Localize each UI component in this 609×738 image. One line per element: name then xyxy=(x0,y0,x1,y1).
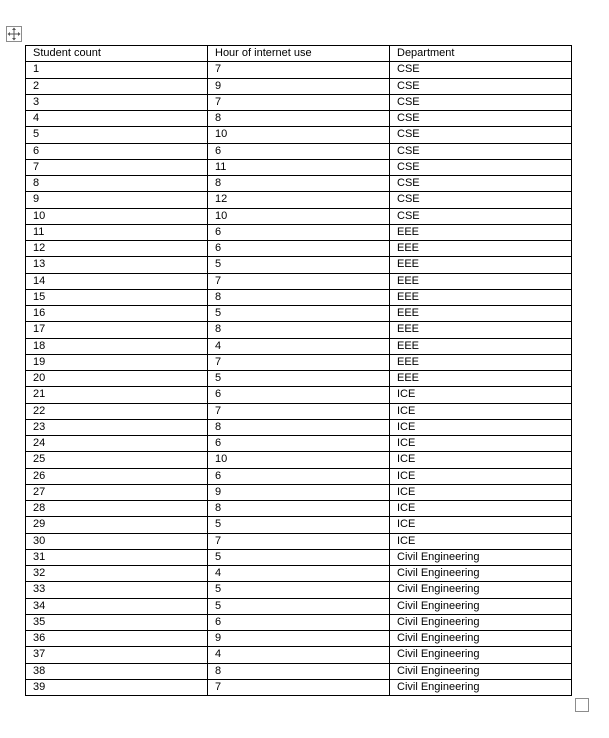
cell-department[interactable]: EEE xyxy=(390,273,572,289)
cell-hour-of-internet-use[interactable]: 6 xyxy=(208,224,390,240)
cell-department[interactable]: ICE xyxy=(390,452,572,468)
cell-department[interactable]: ICE xyxy=(390,387,572,403)
cell-student-count[interactable]: 37 xyxy=(26,647,208,663)
cell-department[interactable]: Civil Engineering xyxy=(390,614,572,630)
table-row xyxy=(26,484,572,500)
cell-hour-of-internet-use[interactable]: 6 xyxy=(208,143,390,159)
cell-hour-of-internet-use[interactable]: 7 xyxy=(208,533,390,549)
table-row xyxy=(26,566,572,582)
cell-hour-of-internet-use[interactable]: 7 xyxy=(208,62,390,78)
cell-department[interactable]: ICE xyxy=(390,403,572,419)
cell-department[interactable]: EEE xyxy=(390,322,572,338)
cell-hour-of-internet-use[interactable]: 8 xyxy=(208,419,390,435)
table-resize-handle[interactable] xyxy=(575,698,589,712)
cell-department[interactable]: CSE xyxy=(390,208,572,224)
cell-student-count[interactable]: 35 xyxy=(26,614,208,630)
cell-hour-of-internet-use[interactable]: 5 xyxy=(208,371,390,387)
cell-hour-of-internet-use[interactable]: 4 xyxy=(208,566,390,582)
cell-department[interactable]: ICE xyxy=(390,501,572,517)
cell-hour-of-internet-use[interactable]: 7 xyxy=(208,354,390,370)
cell-hour-of-internet-use[interactable]: 7 xyxy=(208,403,390,419)
cell-student-count[interactable]: 11 xyxy=(26,224,208,240)
cell-hour-of-internet-use[interactable]: 5 xyxy=(208,306,390,322)
table-row xyxy=(26,322,572,338)
cell-student-count[interactable]: 28 xyxy=(26,501,208,517)
cell-department[interactable]: ICE xyxy=(390,468,572,484)
cell-student-count[interactable]: 27 xyxy=(26,484,208,500)
table-row xyxy=(26,111,572,127)
table-row xyxy=(26,78,572,94)
table-body xyxy=(26,62,572,696)
cell-hour-of-internet-use[interactable]: 6 xyxy=(208,387,390,403)
table-row xyxy=(26,517,572,533)
cell-department[interactable]: EEE xyxy=(390,306,572,322)
cell-hour-of-internet-use[interactable]: 4 xyxy=(208,338,390,354)
cell-department[interactable]: Civil Engineering xyxy=(390,566,572,582)
table-row xyxy=(26,176,572,192)
cell-hour-of-internet-use[interactable]: 8 xyxy=(208,289,390,305)
cell-student-count[interactable]: 3 xyxy=(26,94,208,110)
table-row xyxy=(26,647,572,663)
table-row xyxy=(26,354,572,370)
cell-hour-of-internet-use[interactable]: 8 xyxy=(208,663,390,679)
cell-department[interactable]: EEE xyxy=(390,371,572,387)
table-row xyxy=(26,549,572,565)
table-row xyxy=(26,582,572,598)
table-row xyxy=(26,436,572,452)
header-hour-of-internet-use[interactable]: Hour of internet use xyxy=(208,46,390,62)
table-row xyxy=(26,241,572,257)
cell-department[interactable]: CSE xyxy=(390,176,572,192)
cell-department[interactable]: CSE xyxy=(390,159,572,175)
cell-department[interactable]: ICE xyxy=(390,484,572,500)
table-row xyxy=(26,419,572,435)
cell-student-count[interactable]: 39 xyxy=(26,679,208,695)
table-row xyxy=(26,224,572,240)
cell-student-count[interactable]: 2 xyxy=(26,78,208,94)
cell-hour-of-internet-use[interactable]: 6 xyxy=(208,241,390,257)
table-row xyxy=(26,371,572,387)
cell-hour-of-internet-use[interactable]: 7 xyxy=(208,679,390,695)
table-row xyxy=(26,62,572,78)
cell-student-count[interactable]: 14 xyxy=(26,273,208,289)
cell-department[interactable]: EEE xyxy=(390,338,572,354)
cell-hour-of-internet-use[interactable]: 8 xyxy=(208,501,390,517)
cell-department[interactable]: Civil Engineering xyxy=(390,549,572,565)
cell-hour-of-internet-use[interactable]: 10 xyxy=(208,127,390,143)
cell-student-count[interactable]: 5 xyxy=(26,127,208,143)
table-header-row xyxy=(26,46,572,62)
cell-department[interactable]: Civil Engineering xyxy=(390,679,572,695)
table-row xyxy=(26,338,572,354)
header-department[interactable]: Department xyxy=(390,46,572,62)
cell-student-count[interactable]: 8 xyxy=(26,176,208,192)
cell-hour-of-internet-use[interactable]: 11 xyxy=(208,159,390,175)
cell-hour-of-internet-use[interactable]: 12 xyxy=(208,192,390,208)
cell-department[interactable]: ICE xyxy=(390,533,572,549)
cell-student-count[interactable]: 24 xyxy=(26,436,208,452)
cell-hour-of-internet-use[interactable]: 5 xyxy=(208,582,390,598)
cell-student-count[interactable]: 23 xyxy=(26,419,208,435)
header-student-count[interactable]: Student count xyxy=(26,46,208,62)
cell-hour-of-internet-use[interactable]: 5 xyxy=(208,598,390,614)
cell-student-count[interactable]: 25 xyxy=(26,452,208,468)
cell-student-count[interactable]: 9 xyxy=(26,192,208,208)
cell-department[interactable]: ICE xyxy=(390,517,572,533)
cell-department[interactable]: CSE xyxy=(390,127,572,143)
table-row xyxy=(26,143,572,159)
cell-department[interactable]: ICE xyxy=(390,419,572,435)
cell-student-count[interactable]: 12 xyxy=(26,241,208,257)
table-row xyxy=(26,387,572,403)
table-move-handle[interactable] xyxy=(6,26,22,42)
table-row xyxy=(26,679,572,695)
cell-student-count[interactable]: 13 xyxy=(26,257,208,273)
cell-department[interactable]: EEE xyxy=(390,354,572,370)
table-row xyxy=(26,631,572,647)
table-row xyxy=(26,127,572,143)
cell-department[interactable]: Civil Engineering xyxy=(390,647,572,663)
cell-student-count[interactable]: 4 xyxy=(26,111,208,127)
cell-student-count[interactable]: 6 xyxy=(26,143,208,159)
cell-student-count[interactable]: 20 xyxy=(26,371,208,387)
cell-student-count[interactable]: 7 xyxy=(26,159,208,175)
cell-student-count[interactable]: 17 xyxy=(26,322,208,338)
cell-department[interactable]: EEE xyxy=(390,224,572,240)
cell-student-count[interactable]: 38 xyxy=(26,663,208,679)
cell-department[interactable]: Civil Engineering xyxy=(390,631,572,647)
cell-department[interactable]: Civil Engineering xyxy=(390,598,572,614)
cell-student-count[interactable]: 29 xyxy=(26,517,208,533)
cell-student-count[interactable]: 26 xyxy=(26,468,208,484)
table-row xyxy=(26,306,572,322)
cell-department[interactable]: CSE xyxy=(390,94,572,110)
cell-student-count[interactable]: 31 xyxy=(26,549,208,565)
cell-student-count[interactable]: 33 xyxy=(26,582,208,598)
table-row xyxy=(26,533,572,549)
cell-hour-of-internet-use[interactable]: 10 xyxy=(208,208,390,224)
table-row xyxy=(26,257,572,273)
cell-student-count[interactable]: 30 xyxy=(26,533,208,549)
table-row xyxy=(26,468,572,484)
cell-hour-of-internet-use[interactable]: 5 xyxy=(208,257,390,273)
data-table xyxy=(25,45,572,696)
cell-student-count[interactable]: 18 xyxy=(26,338,208,354)
cell-hour-of-internet-use[interactable]: 4 xyxy=(208,647,390,663)
move-arrows-icon xyxy=(7,27,21,41)
table-row xyxy=(26,598,572,614)
cell-department[interactable]: EEE xyxy=(390,241,572,257)
cell-department[interactable]: CSE xyxy=(390,78,572,94)
cell-department[interactable]: EEE xyxy=(390,257,572,273)
cell-hour-of-internet-use[interactable]: 7 xyxy=(208,273,390,289)
cell-hour-of-internet-use[interactable]: 9 xyxy=(208,484,390,500)
table-row xyxy=(26,208,572,224)
cell-student-count[interactable]: 21 xyxy=(26,387,208,403)
cell-student-count[interactable]: 19 xyxy=(26,354,208,370)
cell-student-count[interactable]: 36 xyxy=(26,631,208,647)
table-row xyxy=(26,289,572,305)
cell-student-count[interactable]: 1 xyxy=(26,62,208,78)
cell-department[interactable]: EEE xyxy=(390,289,572,305)
cell-department[interactable]: CSE xyxy=(390,111,572,127)
cell-hour-of-internet-use[interactable]: 6 xyxy=(208,614,390,630)
cell-hour-of-internet-use[interactable]: 8 xyxy=(208,176,390,192)
cell-student-count[interactable]: 10 xyxy=(26,208,208,224)
cell-student-count[interactable]: 16 xyxy=(26,306,208,322)
cell-department[interactable]: CSE xyxy=(390,62,572,78)
cell-hour-of-internet-use[interactable]: 6 xyxy=(208,468,390,484)
cell-student-count[interactable]: 22 xyxy=(26,403,208,419)
cell-department[interactable]: CSE xyxy=(390,192,572,208)
cell-hour-of-internet-use[interactable]: 8 xyxy=(208,111,390,127)
table-row xyxy=(26,501,572,517)
table-row xyxy=(26,94,572,110)
cell-hour-of-internet-use[interactable]: 9 xyxy=(208,631,390,647)
cell-department[interactable]: Civil Engineering xyxy=(390,582,572,598)
cell-hour-of-internet-use[interactable]: 5 xyxy=(208,517,390,533)
cell-hour-of-internet-use[interactable]: 9 xyxy=(208,78,390,94)
cell-hour-of-internet-use[interactable]: 8 xyxy=(208,322,390,338)
table-row xyxy=(26,403,572,419)
table-row xyxy=(26,273,572,289)
table-row xyxy=(26,192,572,208)
cell-hour-of-internet-use[interactable]: 6 xyxy=(208,436,390,452)
table-row xyxy=(26,614,572,630)
table-row xyxy=(26,663,572,679)
cell-department[interactable]: ICE xyxy=(390,436,572,452)
cell-hour-of-internet-use[interactable]: 5 xyxy=(208,549,390,565)
cell-department[interactable]: CSE xyxy=(390,143,572,159)
cell-hour-of-internet-use[interactable]: 10 xyxy=(208,452,390,468)
cell-student-count[interactable]: 34 xyxy=(26,598,208,614)
cell-hour-of-internet-use[interactable]: 7 xyxy=(208,94,390,110)
table-row xyxy=(26,452,572,468)
cell-student-count[interactable]: 32 xyxy=(26,566,208,582)
cell-student-count[interactable]: 15 xyxy=(26,289,208,305)
table-row xyxy=(26,159,572,175)
cell-department[interactable]: Civil Engineering xyxy=(390,663,572,679)
